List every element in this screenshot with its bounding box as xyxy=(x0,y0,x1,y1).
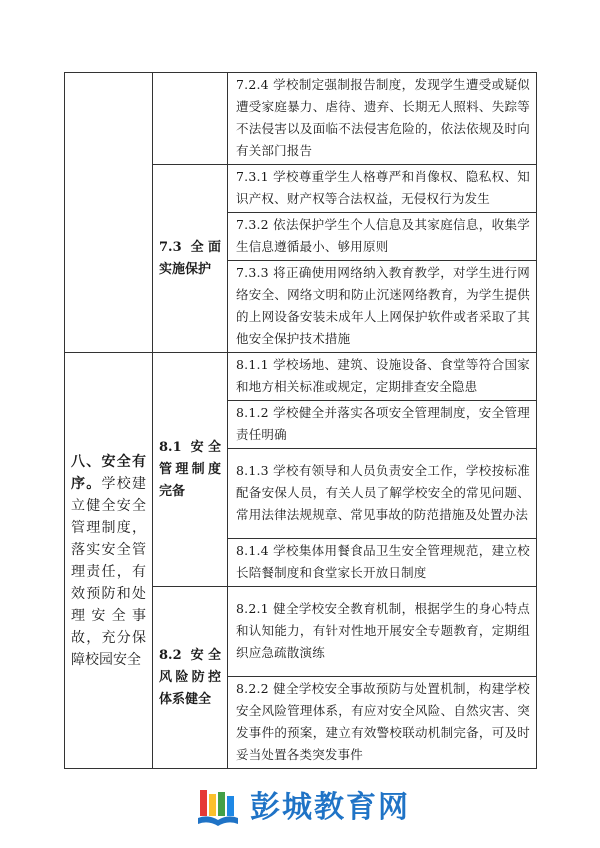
section-8-heading: 八、安全有序。 xyxy=(71,453,146,492)
section-7-cell xyxy=(65,73,153,353)
item-text: 8.1.4 学校集体用餐食品卫生安全管理规范，建立校长陪餐制度和食堂家长开放日制度 xyxy=(236,543,530,580)
item-8-2-1 xyxy=(228,587,537,677)
table-row xyxy=(65,353,537,401)
section-8-cell xyxy=(65,353,153,769)
section-7-3-title: 7.3 全面实施保护 xyxy=(159,239,221,277)
item-text: 7.3.3 将正确使用网络纳入教育教学，对学生进行网络安全、网络文明和防止沉迷网络教育，为学生提供的上网设备安装未成年人上网保护软件或者采取了其他安全保护技术措施 xyxy=(236,265,530,346)
item-text: 8.1.1 学校场地、建筑、设施设备、食堂等符合国家和地方相关标准或规定，定期排查安全隐患 xyxy=(236,357,530,394)
item-8-1-4 xyxy=(228,539,537,587)
item-text: 7.3.2 依法保护学生个人信息及其家庭信息，收集学生信息遵循最小、够用原则 xyxy=(236,217,530,254)
item-text: 8.1.3 学校有领导和人员负责安全工作，学校按标准配备安保人员，有关人员了解学校安全的常见问题、常用法律法规规章、常见事故的防范措施及处置办法 xyxy=(236,463,530,522)
item-8-1-1 xyxy=(228,353,537,401)
section-7-2-cell xyxy=(153,73,228,165)
section-8-1-cell xyxy=(153,353,228,587)
standards-table xyxy=(64,72,537,769)
item-8-2-2 xyxy=(228,677,537,769)
item-8-1-3 xyxy=(228,449,537,539)
item-8-1-2 xyxy=(228,401,537,449)
item-7-3-1 xyxy=(228,165,537,213)
watermark-logo xyxy=(196,786,436,832)
book-logo-icon xyxy=(196,788,240,828)
section-8-2-cell xyxy=(153,587,228,769)
item-text: 8.1.2 学校健全并落实各项安全管理制度，安全管理责任明确 xyxy=(236,405,530,442)
watermark-text: 彭城教育网 xyxy=(250,790,410,825)
section-8-description: 学校建立健全安全管理制度，落实安全管理责任，有效预防和处理安全事故，充分保障校园安全 xyxy=(71,475,146,668)
item-7-3-2 xyxy=(228,213,537,261)
item-text: 8.2.1 健全学校安全教育机制，根据学生的身心特点和认知能力，有针对性地开展安全专题教育，定期组织应急疏散演练 xyxy=(236,601,530,660)
section-7-3-cell xyxy=(153,165,228,353)
table-row xyxy=(65,73,537,165)
section-8-2-title: 8.2 安全风险防控体系健全 xyxy=(159,647,221,707)
item-text: 8.2.2 健全学校安全事故预防与处置机制，构建学校安全风险管理体系，有应对安全风险、自然灾害、突发事件的预案，建立有效警校联动机制完备，可及时妥当处置各类突发事件 xyxy=(236,681,530,762)
section-8-text xyxy=(65,451,152,671)
item-text: 7.3.1 学校尊重学生人格尊严和肖像权、隐私权、知识产权、财产权等合法权益，无侵权行为发生 xyxy=(236,169,530,206)
item-7-3-3 xyxy=(228,261,537,353)
section-8-1-title: 8.1 安全管理制度完备 xyxy=(159,439,221,499)
item-7-2-4 xyxy=(228,73,537,165)
item-text: 7.2.4 学校制定强制报告制度，发现学生遭受或疑似遭受家庭暴力、虐待、遗弃、长期无人照料、失踪等不法侵害以及面临不法侵害危险的，依法依规及时向有关部门报告 xyxy=(236,77,530,158)
